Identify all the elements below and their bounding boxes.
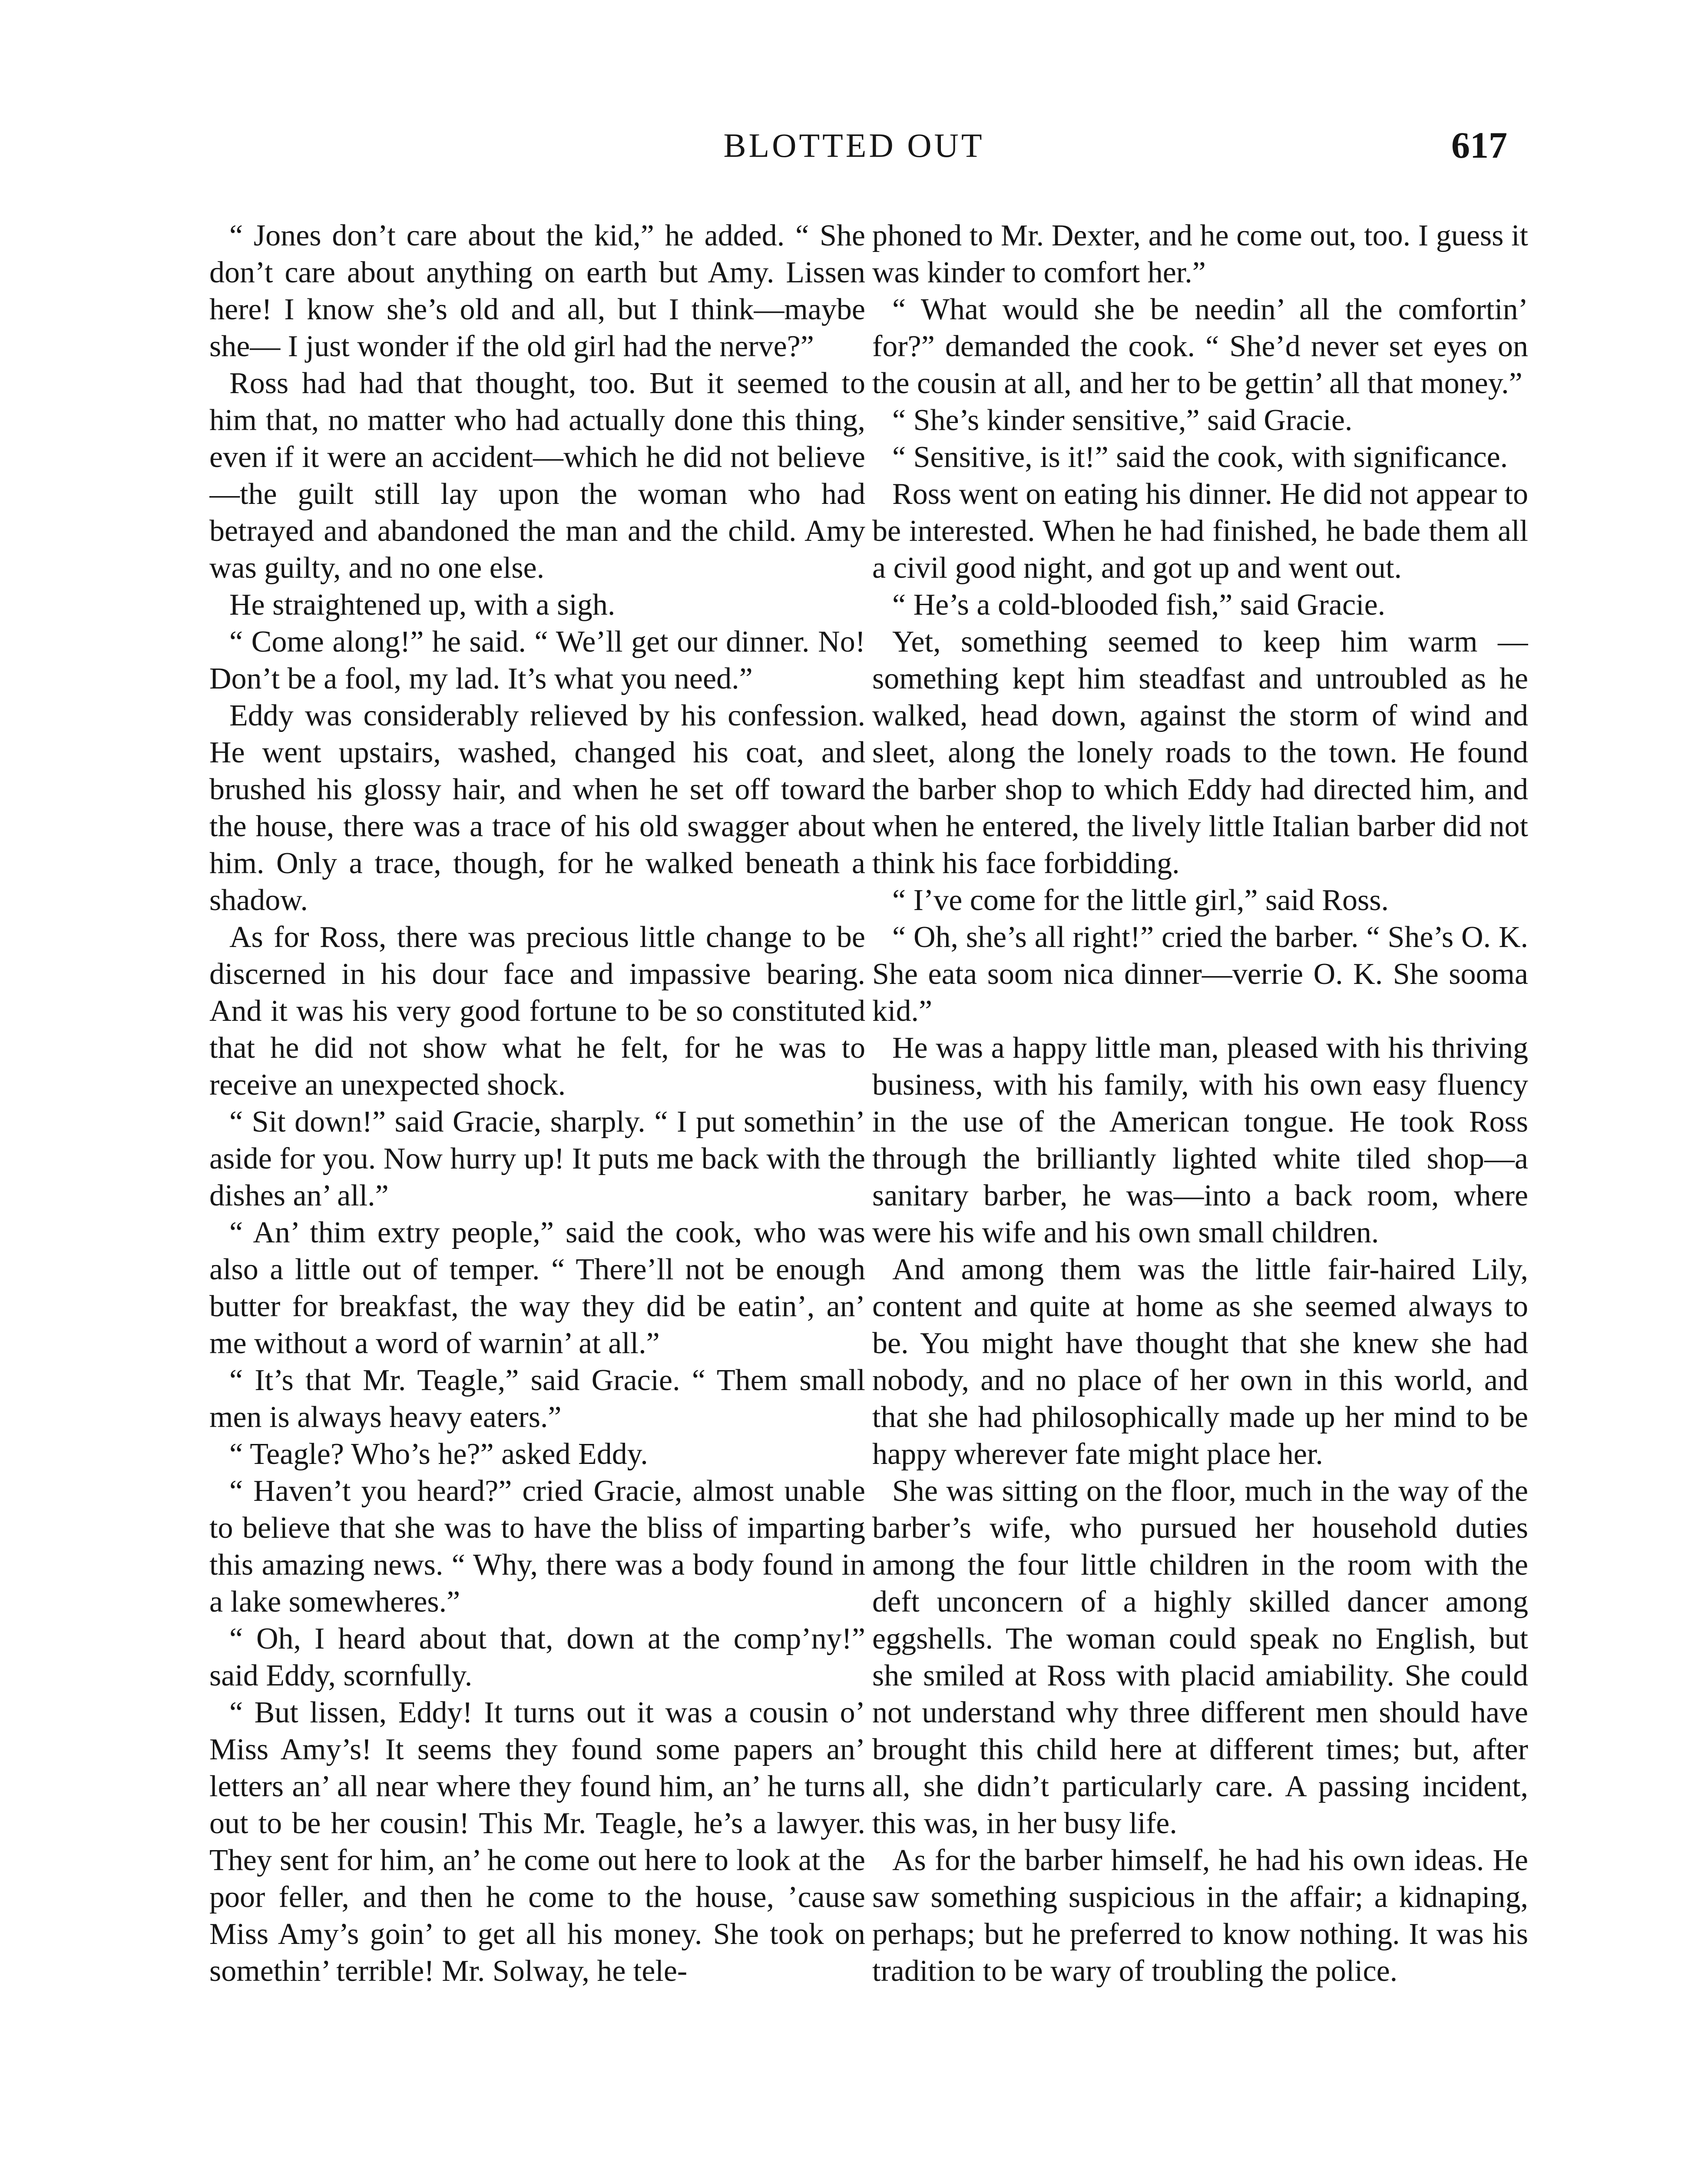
paragraph: “ Come along!” he said. “ We’ll get our dinner. No! Don’t be a fool, my lad. It’s what you need.”	[209, 625, 865, 695]
text-column-left	[209, 217, 865, 2172]
paragraph: “ It’s that Mr. Teagle,” said Gracie. “ Them small men is always heavy eaters.”	[209, 1364, 865, 1434]
paragraph: “ Sit down!” said Gracie, sharply. “ I put somethin’ aside for you. Now hurry up! It puts me back with the dishes an’ all.”	[209, 1105, 865, 1212]
paragraph: As for the barber himself, he had his own ideas. He saw something suspicious in the affair; a kidnaping, perhaps; but he preferred to know nothing. It was his tradition to be wary of troubling the police.	[872, 1844, 1528, 1988]
paragraph: “ Haven’t you heard?” cried Gracie, almost unable to believe that she was to have the bliss of imparting this amazing news. “ Why, there was a body found in a lake somewheres.”	[209, 1474, 865, 1619]
paragraph: “ Jones don’t care about the kid,” he added. “ She don’t care about anything on earth but Amy. Lissen here! I know she’s old and all, but I think—maybe she— I just wonder if the old girl had the nerve?”	[209, 219, 865, 363]
paragraph: He straightened up, with a sigh.	[229, 588, 616, 622]
paragraph: Eddy was considerably relieved by his confession. He went upstairs, washed, changed his coat, and brushed his glossy hair, and when he set off toward the house, there was a trace of his old swagger about him. Only a trace, though, for he walked beneath a shadow.	[209, 699, 865, 917]
paragraph: “ An’ thim extry people,” said the cook, who was also a little out of temper. “ There’ll not be enough butter for breakfast, the way they did be eatin’, an’ me without a word of warnin’ at all.”	[209, 1216, 865, 1360]
paragraph: “ I’ve come for the little girl,” said Ross.	[892, 884, 1389, 917]
page-number: 617	[1451, 124, 1507, 166]
paragraph: She was sitting on the floor, much in the way of the barber’s wife, who pursued her household duties among the four little children in the room with the deft unconcern of a highly skilled dancer among eggshells. The woman could speak no English, but she smiled at Ross with placid amiability. She could not understand why three different men should have brought this child here at different times; but, after all, she didn’t particularly care. A passing incident, this was, in her busy life.	[872, 1474, 1528, 1840]
paragraph: As for Ross, there was precious little change to be discerned in his dour face and impassive bearing. And it was his very good fortune to be so constituted that he did not show what he felt, for he was to receive an unexpected shock.	[209, 920, 865, 1102]
paragraph-continued: phoned to Mr. Dexter, and he come out, too. I guess it was kinder to comfort her.”	[872, 219, 1528, 289]
paragraph: “ Oh, I heard about that, down at the comp’ny!” said Eddy, scornfully.	[209, 1622, 865, 1692]
paragraph: “ Sensitive, is it!” said the cook, with significance.	[892, 440, 1508, 474]
paragraph: Ross went on eating his dinner. He did not appear to be interested. When he had finished, he bade them all a civil good night, and got up and went out.	[872, 477, 1528, 585]
paragraph: Ross had had that thought, too. But it seemed to him that, no matter who had actually done this thing, even if it were an accident—which he did not believe—the guilt still lay upon the woman who had betrayed and abandoned the man and the child. Amy was guilty, and no one else.	[209, 367, 865, 585]
paragraph: “ He’s a cold-blooded fish,” said Gracie.	[892, 588, 1386, 622]
paragraph: Yet, something seemed to keep him warm —something kept him steadfast and untroubled as he walked, head down, against the storm of wind and sleet, along the lonely roads to the town. He found the barber shop to which Eddy had directed him, and when he entered, the lively little Italian barber did not think his face forbidding.	[872, 625, 1528, 880]
running-header-title: BLOTTED OUT	[723, 126, 985, 164]
paragraph: And among them was the little fair-haired Lily, content and quite at home as she seemed always to be. You might have thought that she knew she had nobody, and no place of her own in this world, and that she had philosophically made up her mind to be happy wherever fate might place her.	[872, 1253, 1528, 1471]
text-column-right	[872, 217, 1528, 2172]
paragraph: “ But lissen, Eddy! It turns out it was a cousin o’ Miss Amy’s! It seems they found some papers an’ letters an’ all near where they found him, an’ he turns out to be her cousin! This Mr. Teagle, he’s a lawyer. They sent for him, an’ he come out here to look at the poor feller, and then he come to the house, ’cause Miss Amy’s goin’ to get all his money. She took on somethin’ terrible! Mr. Solway, he tele-	[209, 1696, 865, 1988]
paragraph: He was a happy little man, pleased with his thriving business, with his family, with his own easy fluency in the use of the American tongue. He took Ross through the brilliantly lighted white tiled shop—a sanitary barber, he was—into a back room, where were his wife and his own small children.	[872, 1031, 1528, 1249]
paragraph: “ Oh, she’s all right!” cried the barber. “ She’s O. K. She eata soom nica dinner—verrie O. K. She sooma kid.”	[872, 920, 1528, 1028]
paragraph: “ What would she be needin’ all the comfortin’ for?” demanded the cook. “ She’d never set eyes on the cousin at all, and her to be gettin’ all that money.”	[872, 293, 1528, 400]
paragraph: “ Teagle? Who’s he?” asked Eddy.	[229, 1437, 648, 1471]
paragraph: “ She’s kinder sensitive,” said Gracie.	[892, 404, 1353, 437]
